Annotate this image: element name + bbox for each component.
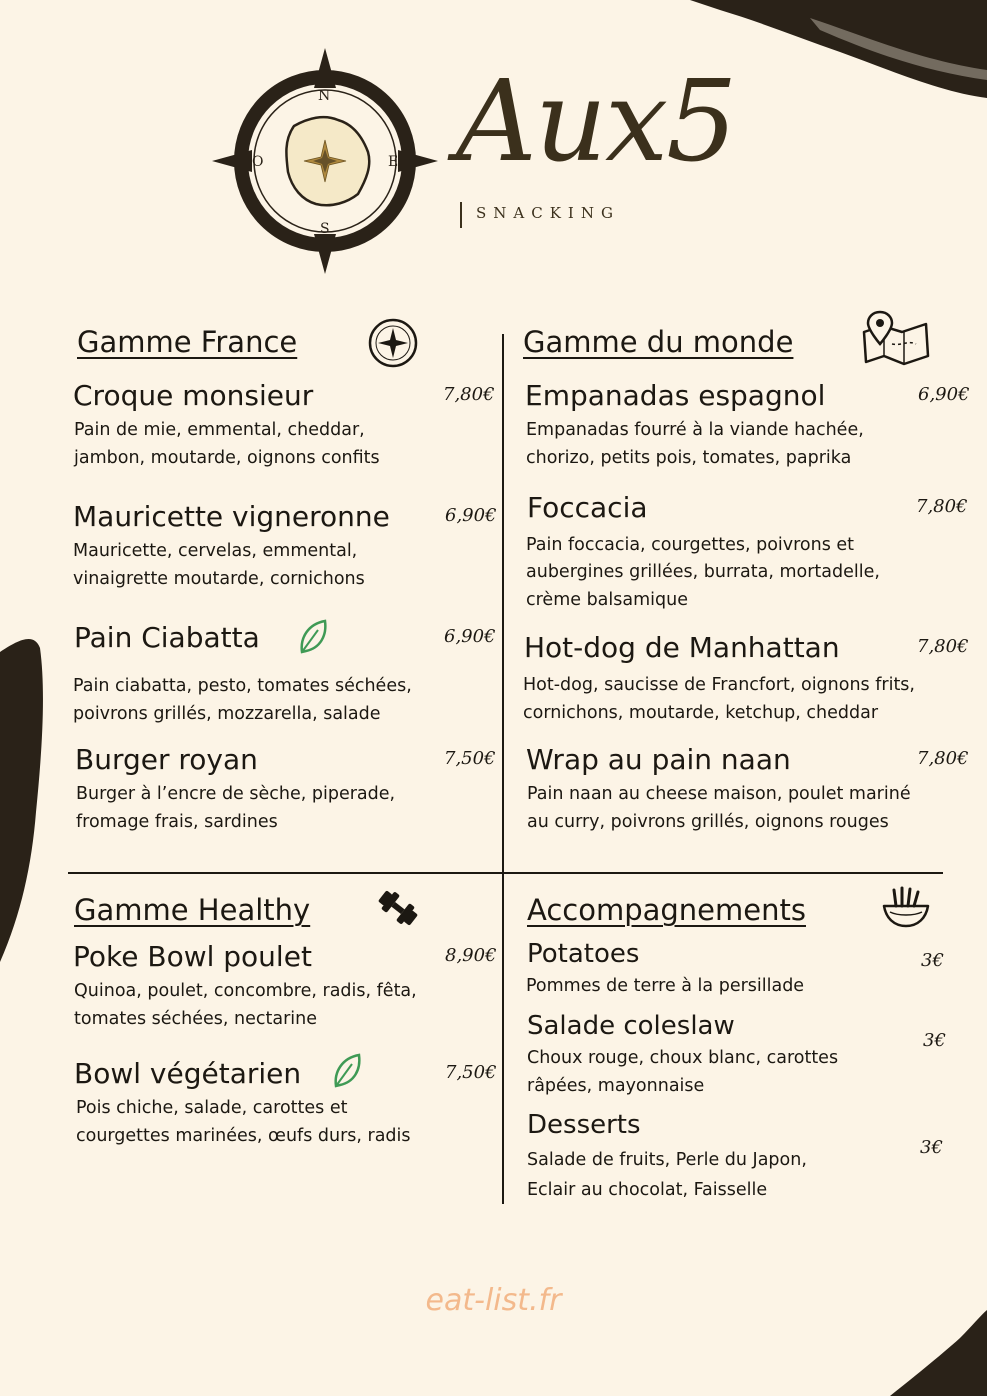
item-desc-line: au curry, poivrons grillés, oignons rouges: [527, 812, 889, 832]
brand-divider: [460, 202, 462, 228]
item-name: Salade coleslaw: [527, 1011, 735, 1041]
section-title-accompagnements: Accompagnements: [527, 893, 806, 927]
row-divider: [68, 872, 943, 874]
item-desc-line: aubergines grillées, burrata, mortadelle,: [526, 562, 880, 582]
item-desc-line: Quinoa, poulet, concombre, radis, fêta,: [74, 981, 417, 1001]
item-price: 3€: [920, 1137, 943, 1158]
item-desc-line: fromage frais, sardines: [76, 812, 278, 832]
watermark: eat-list.fr: [425, 1283, 562, 1318]
item-desc-line: courgettes marinées, œufs durs, radis: [76, 1126, 411, 1146]
item-desc-line: Pain naan au cheese maison, poulet mariné: [527, 784, 911, 804]
item-desc-line: Mauricette, cervelas, emmental,: [73, 541, 358, 561]
section-title-healthy: Gamme Healthy: [74, 893, 311, 927]
map-pin-icon: [858, 310, 932, 368]
item-price: 7,50€: [444, 748, 496, 769]
item-desc-line: Choux rouge, choux blanc, carottes: [527, 1048, 839, 1068]
item-price: 7,80€: [917, 748, 969, 769]
brand-subtitle: SNACKING: [476, 204, 620, 222]
item-desc-line: Hot-dog, saucisse de Francfort, oignons frits,: [523, 675, 915, 695]
section-title-france: Gamme France: [77, 325, 298, 359]
item-name: Potatoes: [527, 939, 640, 969]
item-price: 7,80€: [917, 636, 969, 657]
compass-letter-east: E: [388, 154, 399, 170]
item-desc-line: Pommes de terre à la persillade: [526, 976, 805, 996]
item-name: Bowl végétarien: [74, 1057, 302, 1090]
item-name: Hot-dog de Manhattan: [524, 631, 840, 664]
compass-letter-north: N: [318, 88, 331, 104]
item-price: 8,90€: [445, 945, 497, 966]
item-name: Croque monsieur: [73, 379, 314, 412]
item-desc-line: Pois chiche, salade, carottes et: [76, 1098, 348, 1118]
leaf-icon: [332, 1052, 362, 1090]
section-title-monde: Gamme du monde: [523, 325, 794, 359]
compass-logo-icon: [212, 48, 438, 274]
item-desc-line: chorizo, petits pois, tomates, paprika: [526, 448, 852, 468]
compass-icon: [366, 316, 420, 370]
column-divider-top: [502, 334, 504, 874]
item-price: 7,80€: [443, 384, 495, 405]
item-price: 6,90€: [918, 384, 970, 405]
item-desc-line: cornichons, moutarde, ketchup, cheddar: [523, 703, 879, 723]
dumbbell-icon: [376, 888, 420, 928]
item-name: Mauricette vigneronne: [73, 500, 390, 533]
compass-letter-west: O: [252, 154, 264, 170]
item-desc-line: poivrons grillés, mozzarella, salade: [73, 704, 381, 724]
item-name: Poke Bowl poulet: [73, 940, 312, 973]
item-name: Empanadas espagnol: [525, 379, 826, 412]
brand-name: Aux5: [456, 57, 736, 187]
item-desc-line: Burger à l’encre de sèche, piperade,: [76, 784, 396, 804]
item-desc-line: vinaigrette moutarde, cornichons: [73, 569, 365, 589]
item-desc-line: râpées, mayonnaise: [527, 1076, 705, 1096]
item-name: Foccacia: [527, 491, 648, 524]
item-price: 3€: [921, 950, 944, 971]
item-name: Pain Ciabatta: [74, 621, 260, 654]
fries-icon: [880, 884, 932, 930]
item-price: 7,50€: [445, 1062, 497, 1083]
item-name: Burger royan: [75, 743, 258, 776]
item-desc-line: Pain foccacia, courgettes, poivrons et: [526, 535, 855, 555]
item-desc-line: jambon, moutarde, oignons confits: [74, 448, 380, 468]
item-price: 3€: [923, 1030, 946, 1051]
item-desc-line: Pain ciabatta, pesto, tomates séchées,: [73, 676, 412, 696]
item-name: Wrap au pain naan: [526, 743, 791, 776]
column-divider-bottom: [502, 874, 504, 1204]
item-desc-line: Salade de fruits, Perle du Japon,: [527, 1150, 807, 1170]
item-desc-line: Eclair au chocolat, Faisselle: [527, 1180, 768, 1200]
item-price: 6,90€: [444, 626, 496, 647]
brush-stroke-left: [0, 632, 48, 972]
item-desc-line: Empanadas fourré à la viande hachée,: [526, 420, 864, 440]
item-desc-line: Pain de mie, emmental, cheddar,: [74, 420, 365, 440]
item-price: 6,90€: [445, 505, 497, 526]
leaf-icon: [298, 618, 328, 656]
item-desc-line: crème balsamique: [526, 590, 688, 610]
compass-letter-south: S: [320, 221, 330, 237]
brush-stroke-bottom-right: [880, 1310, 987, 1396]
item-price: 7,80€: [916, 496, 968, 517]
item-name: Desserts: [527, 1110, 641, 1140]
item-desc-line: tomates séchées, nectarine: [74, 1009, 318, 1029]
